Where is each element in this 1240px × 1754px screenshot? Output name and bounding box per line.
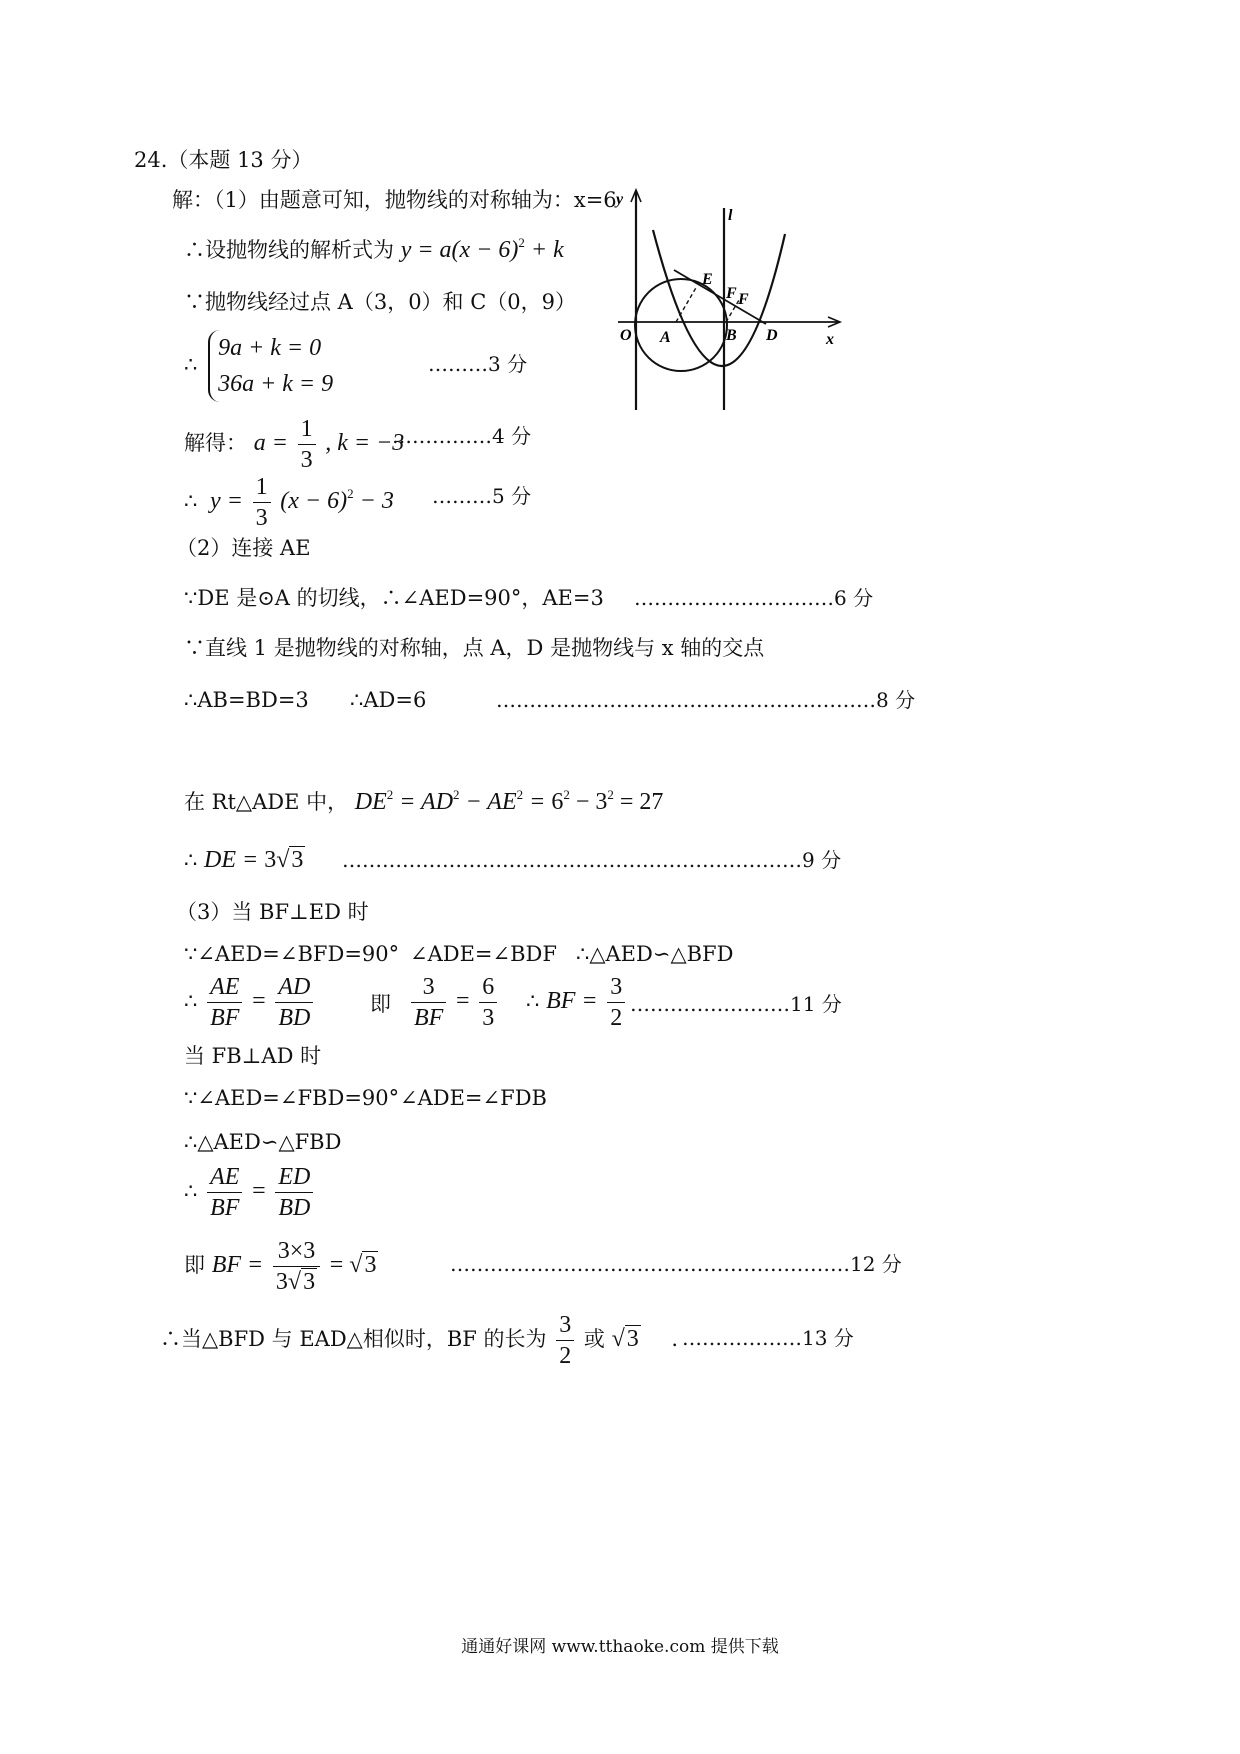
equation-1: 9a + k = 0 <box>218 335 322 361</box>
score-13: ………………13 分 <box>682 1326 854 1350</box>
label-y: y <box>616 191 624 208</box>
score-8: …………………………………………………8 分 <box>496 688 916 712</box>
system-line: ∴ 9a + k = 0 36a + k = 9 <box>184 330 333 402</box>
part2-title: （2）连接 AE <box>176 536 311 560</box>
fraction-one-third-2: $\frac{1}{3}$ <box>253 472 271 533</box>
label-x: x <box>826 331 834 348</box>
label-e: E <box>702 271 713 288</box>
rt-prefix: 在 Rt△ADE 中， <box>184 790 349 814</box>
de-result: ∴ DE = 3√3 <box>184 847 304 873</box>
score-12: ……………………………………………………12 分 <box>450 1252 902 1276</box>
part1-intro: 解：（1）由题意可知，抛物线的对称轴为：x=6 <box>172 188 617 212</box>
score-4: ……………4 分 <box>392 424 532 448</box>
angles-case1-b: ∠ADE=∠BDF <box>410 942 557 966</box>
equation-2: 36a + k = 9 <box>218 371 334 397</box>
label-a: A <box>660 329 671 346</box>
problem-heading: 24.（本题 13 分） <box>134 148 313 172</box>
label-l: l <box>728 207 733 224</box>
tangent-ed <box>674 270 766 324</box>
bf-case1-result: ∴ BF = $\frac{3}{2}$ <box>526 972 628 1033</box>
label-d: D <box>766 327 778 344</box>
ratio-case1-values: $\frac{3}{BF}$ = $\frac{6}{3}$ <box>408 972 500 1033</box>
ad-length: ∴AD=6 <box>350 688 427 712</box>
tangent-line: ∵DE 是⊙A 的切线，∴∠AED=90°，AE=3 <box>184 586 604 610</box>
axis-line: ∵直线 1 是抛物线的对称轴，点 A，D 是抛物线与 x 轴的交点 <box>184 636 765 660</box>
parabola-result-line: ∴ y = $\frac{1}{3}$ $(x - 6)^2 - 3$ <box>184 474 394 531</box>
solve-prefix: 解得： <box>184 431 247 455</box>
score-9: ……………………………………………………………9 分 <box>342 848 842 872</box>
score-5: ………5 分 <box>432 484 532 508</box>
parabola-form-formula: $y = a(x - 6)^2 + k$ <box>400 235 564 263</box>
label-f2: F <box>738 291 749 308</box>
page-footer: 通通好课网 www.tthaoke.com 提供下载 <box>461 1637 779 1657</box>
ratio-case1: ∴ $\frac{AE}{BF}$ = $\frac{AD}{BD}$ <box>184 972 316 1033</box>
rt-triangle-line <box>184 788 663 816</box>
similar-case2: ∴△AED∽△FBD <box>184 1130 342 1154</box>
score-11: ……………………11 分 <box>630 992 842 1016</box>
through-points: ∵抛物线经过点 A（3，0）和 C（0，9） <box>184 290 577 314</box>
segment-ae <box>676 286 697 322</box>
pythagoras-formula: $DE^2 = AD^2 - AE^2 = 6^2 - 3^2 = 27$ <box>354 787 664 815</box>
label-f1: F <box>726 285 737 302</box>
conclusion-prefix: ∴当△BFD 与 EAD△相似时，BF 的长为 <box>160 1327 547 1351</box>
fraction-one-third: $\frac{1}{3}$ <box>298 414 316 475</box>
geometry-figure <box>598 182 858 418</box>
angles-case2-a: ∵∠AED=∠FBD=90° <box>184 1086 400 1110</box>
bf-case2-result: 即 BF = $\frac{3\times 3}{3√3}$ = √3 <box>184 1238 377 1295</box>
similar-case1: ∴△AED∽△BFD <box>576 942 734 966</box>
ratio-case2: ∴ $\frac{AE}{BF}$ = $\frac{ED}{BD}$ <box>184 1162 316 1223</box>
label-b: B <box>726 327 737 344</box>
label-o: O <box>620 327 632 344</box>
equation-system <box>208 330 333 402</box>
conclusion-line: ∴当△BFD 与 EAD△相似时，BF 的长为 $\frac{3}{2}$ 或 √3 . <box>160 1312 679 1369</box>
parabola-form-line <box>184 236 564 264</box>
ab-bd: ∴AB=BD=3 <box>184 688 309 712</box>
case1-title: （3）当 BF⊥ED 时 <box>176 900 369 924</box>
ji-label: 即 <box>370 992 391 1016</box>
solve-line: 解得： a = $\frac{1}{3}$ , k = −3 <box>184 416 405 473</box>
angles-case1-a: ∵∠AED=∠BFD=90° <box>184 942 400 966</box>
angles-case2-b: ∠ADE=∠FDB <box>400 1086 547 1110</box>
score-6: …………………………6 分 <box>634 586 874 610</box>
case2-title: 当 FB⊥AD 时 <box>184 1044 322 1068</box>
score-3: ………3 分 <box>428 352 528 376</box>
parabola-form-prefix: ∴设抛物线的解析式为 <box>184 238 394 262</box>
